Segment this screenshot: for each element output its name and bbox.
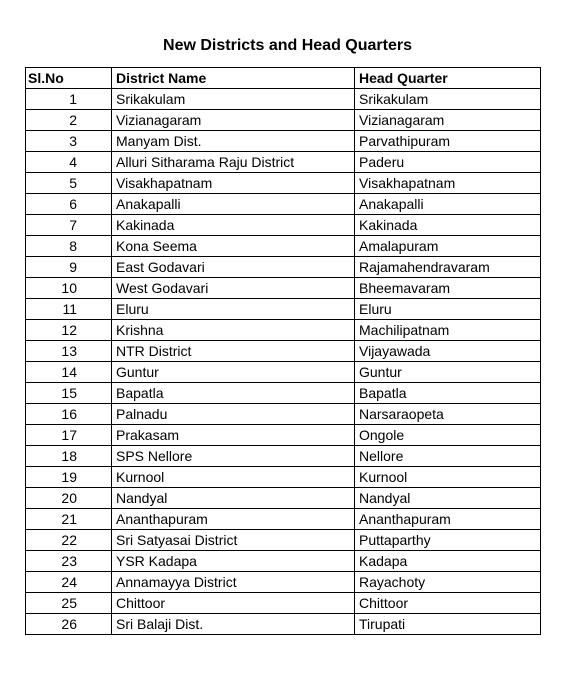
table-body	[26, 89, 541, 635]
cell-district-name: Anakapalli	[112, 194, 355, 215]
cell-sl-no: 1	[26, 89, 112, 110]
table-row	[26, 509, 541, 530]
table-row	[26, 425, 541, 446]
cell-sl-no: 12	[26, 320, 112, 341]
cell-head-quarter: Visakhapatnam	[355, 173, 541, 194]
cell-sl-no: 4	[26, 152, 112, 173]
cell-head-quarter: Tirupati	[355, 614, 541, 635]
table-row	[26, 215, 541, 236]
cell-sl-no: 18	[26, 446, 112, 467]
table-row	[26, 173, 541, 194]
cell-head-quarter: Guntur	[355, 362, 541, 383]
cell-sl-no: 5	[26, 173, 112, 194]
cell-head-quarter: Kakinada	[355, 215, 541, 236]
cell-sl-no: 13	[26, 341, 112, 362]
cell-head-quarter: Bheemavaram	[355, 278, 541, 299]
cell-district-name: Krishna	[112, 320, 355, 341]
cell-head-quarter: Nellore	[355, 446, 541, 467]
table-row	[26, 236, 541, 257]
cell-district-name: Visakhapatnam	[112, 173, 355, 194]
table-row	[26, 362, 541, 383]
cell-head-quarter: Ongole	[355, 425, 541, 446]
table-row	[26, 551, 541, 572]
table-row	[26, 89, 541, 110]
cell-district-name: Eluru	[112, 299, 355, 320]
cell-district-name: Prakasam	[112, 425, 355, 446]
cell-head-quarter: Ananthapuram	[355, 509, 541, 530]
table-row	[26, 572, 541, 593]
table-row	[26, 194, 541, 215]
cell-head-quarter: Bapatla	[355, 383, 541, 404]
cell-district-name: Srikakulam	[112, 89, 355, 110]
table-row	[26, 446, 541, 467]
cell-district-name: Alluri Sitharama Raju District	[112, 152, 355, 173]
cell-district-name: Annamayya District	[112, 572, 355, 593]
table-row	[26, 341, 541, 362]
cell-district-name: Kona Seema	[112, 236, 355, 257]
cell-sl-no: 11	[26, 299, 112, 320]
table-row	[26, 110, 541, 131]
table-row	[26, 404, 541, 425]
cell-district-name: Bapatla	[112, 383, 355, 404]
cell-sl-no: 3	[26, 131, 112, 152]
cell-district-name: Kakinada	[112, 215, 355, 236]
cell-district-name: East Godavari	[112, 257, 355, 278]
cell-head-quarter: Paderu	[355, 152, 541, 173]
cell-sl-no: 10	[26, 278, 112, 299]
cell-sl-no: 15	[26, 383, 112, 404]
cell-sl-no: 14	[26, 362, 112, 383]
cell-head-quarter: Rayachoty	[355, 572, 541, 593]
table-header	[26, 68, 541, 89]
header-head-quarter: Head Quarter	[355, 68, 541, 89]
table-row	[26, 593, 541, 614]
cell-head-quarter: Srikakulam	[355, 89, 541, 110]
table-row	[26, 320, 541, 341]
header-row	[26, 68, 541, 89]
cell-head-quarter: Machilipatnam	[355, 320, 541, 341]
cell-sl-no: 25	[26, 593, 112, 614]
cell-district-name: Guntur	[112, 362, 355, 383]
cell-head-quarter: Kurnool	[355, 467, 541, 488]
cell-sl-no: 7	[26, 215, 112, 236]
table-row	[26, 383, 541, 404]
cell-sl-no: 22	[26, 530, 112, 551]
cell-head-quarter: Vizianagaram	[355, 110, 541, 131]
cell-head-quarter: Chittoor	[355, 593, 541, 614]
cell-sl-no: 6	[26, 194, 112, 215]
table-row	[26, 257, 541, 278]
cell-head-quarter: Nandyal	[355, 488, 541, 509]
cell-head-quarter: Parvathipuram	[355, 131, 541, 152]
table-row	[26, 299, 541, 320]
cell-sl-no: 8	[26, 236, 112, 257]
cell-sl-no: 19	[26, 467, 112, 488]
cell-head-quarter: Narsaraopeta	[355, 404, 541, 425]
cell-district-name: NTR District	[112, 341, 355, 362]
cell-sl-no: 23	[26, 551, 112, 572]
cell-district-name: Sri Balaji Dist.	[112, 614, 355, 635]
cell-district-name: Vizianagaram	[112, 110, 355, 131]
table-row	[26, 131, 541, 152]
cell-sl-no: 17	[26, 425, 112, 446]
cell-sl-no: 21	[26, 509, 112, 530]
cell-district-name: SPS Nellore	[112, 446, 355, 467]
table-row	[26, 614, 541, 635]
cell-sl-no: 2	[26, 110, 112, 131]
cell-district-name: Ananthapuram	[112, 509, 355, 530]
cell-head-quarter: Eluru	[355, 299, 541, 320]
table-row	[26, 467, 541, 488]
cell-sl-no: 9	[26, 257, 112, 278]
cell-district-name: Manyam Dist.	[112, 131, 355, 152]
table-row	[26, 488, 541, 509]
cell-sl-no: 24	[26, 572, 112, 593]
cell-district-name: Kurnool	[112, 467, 355, 488]
cell-sl-no: 20	[26, 488, 112, 509]
cell-head-quarter: Vijayawada	[355, 341, 541, 362]
cell-head-quarter: Kadapa	[355, 551, 541, 572]
cell-head-quarter: Rajamahendravaram	[355, 257, 541, 278]
cell-head-quarter: Anakapalli	[355, 194, 541, 215]
header-sl-no: Sl.No	[26, 68, 112, 89]
table-row	[26, 530, 541, 551]
cell-head-quarter: Amalapuram	[355, 236, 541, 257]
cell-district-name: Nandyal	[112, 488, 355, 509]
cell-head-quarter: Puttaparthy	[355, 530, 541, 551]
cell-district-name: West Godavari	[112, 278, 355, 299]
cell-district-name: Sri Satyasai District	[112, 530, 355, 551]
districts-table	[25, 67, 541, 635]
page-title: New Districts and Head Quarters	[163, 37, 412, 54]
header-district-name: District Name	[112, 68, 355, 89]
cell-district-name: Palnadu	[112, 404, 355, 425]
cell-sl-no: 26	[26, 614, 112, 635]
cell-district-name: Chittoor	[112, 593, 355, 614]
table-row	[26, 278, 541, 299]
cell-district-name: YSR Kadapa	[112, 551, 355, 572]
table-row	[26, 152, 541, 173]
cell-sl-no: 16	[26, 404, 112, 425]
